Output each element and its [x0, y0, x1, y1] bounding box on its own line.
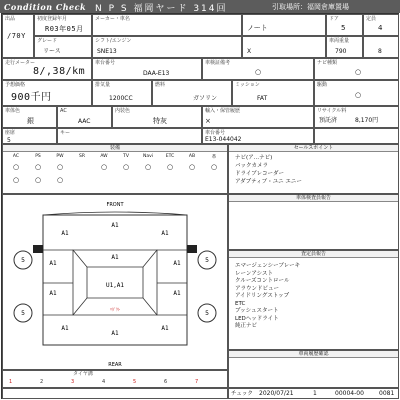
- condition-sheet: [1, 13, 399, 399]
- equipment-cell: ○: [100, 163, 108, 171]
- mission-label: ミッション: [235, 82, 260, 88]
- report-line: ETC: [235, 300, 246, 307]
- equipment-cell: ○: [56, 163, 64, 171]
- cert-value: ○: [255, 68, 262, 76]
- report-panel: [228, 250, 399, 350]
- keys-cell: [57, 128, 202, 144]
- equipment-cell: ○: [144, 163, 152, 171]
- price-value: 900千円: [11, 92, 52, 103]
- reg-value: R03年05月: [45, 25, 84, 33]
- engine-value: 1200CC: [109, 95, 133, 102]
- price-label: 予想価格: [5, 82, 26, 88]
- history-note-panel: [228, 350, 399, 388]
- equipment-title: 装備: [3, 145, 227, 152]
- engine-cell: [92, 80, 152, 106]
- maker-name-cell: [242, 14, 326, 36]
- damage-mark: A1: [61, 325, 69, 332]
- nav-value: ○: [355, 68, 362, 76]
- equipment-cell: ○: [188, 163, 196, 171]
- nav-label: ナビ種類: [317, 60, 338, 66]
- equipment-panel: [2, 144, 228, 194]
- interior-label: 内装色: [115, 108, 131, 114]
- damage-mark: A1: [111, 222, 119, 229]
- tire-grid-title: タイヤ溝: [73, 371, 93, 377]
- damage-mark: A1: [111, 254, 119, 261]
- selling-point-line: アダプティブ・ユニ エニー: [235, 179, 302, 185]
- recycle-cell: [314, 106, 399, 128]
- meter-label: 走行メーター: [5, 60, 36, 66]
- maker-label: メーカー・車名: [95, 16, 130, 22]
- doc-code: 0081: [379, 390, 395, 397]
- maker-cell: [92, 14, 242, 36]
- ac-cell: [57, 106, 112, 128]
- grade-value: X: [247, 48, 252, 55]
- keys-label: キー: [60, 130, 71, 136]
- report-line: LEDヘッドライト: [235, 315, 279, 322]
- drive-value: ○: [355, 91, 362, 99]
- axle-value: 8: [378, 48, 382, 55]
- color-value: 銀: [27, 117, 34, 125]
- report-line: 純正ナビ: [235, 323, 258, 329]
- model-value: DAA-E13: [143, 70, 170, 77]
- interior-cell: [112, 106, 202, 128]
- selling-points-panel: [228, 144, 399, 194]
- equipment-cell: AB: [188, 154, 196, 159]
- seats-value: 4: [378, 24, 383, 32]
- equipment-cell: PS: [35, 154, 41, 159]
- recycle-value: 預託済: [319, 117, 338, 124]
- tire-grid-cell: 1: [9, 379, 13, 385]
- inspector-note-title: 車体検査員報告: [229, 195, 398, 202]
- report-line: レーンアシスト: [235, 270, 274, 277]
- tire-grid-cell: 6: [164, 379, 168, 385]
- damage-mark: A1: [111, 330, 119, 337]
- rear-label: REAR: [108, 362, 122, 368]
- plate-cell: [202, 128, 314, 144]
- inspector-note-panel: [228, 194, 399, 250]
- tire-grid-cell: 2: [40, 379, 44, 385]
- selling-points-title: セールスポイント: [229, 145, 398, 152]
- equipment-cell: ○: [122, 163, 130, 171]
- tire-grid-cell: 3: [71, 379, 75, 385]
- report-line: プッシュスタート: [235, 308, 279, 314]
- seats-label: 定員: [366, 16, 377, 22]
- equipment-cell: ○: [34, 163, 42, 171]
- mission-value: FAT: [257, 95, 268, 102]
- type-value: SNE13: [97, 48, 117, 55]
- equipment-cell: ○: [166, 163, 174, 171]
- mirror-right: [187, 245, 197, 253]
- lot-label: 出品: [5, 16, 16, 22]
- damage-marks: [49, 222, 181, 337]
- ac-value: AAC: [78, 118, 91, 125]
- blank-cell: [314, 128, 399, 144]
- tire-rear-left-value: 5: [21, 310, 25, 317]
- fuel-value: ガソリン: [193, 95, 218, 102]
- equipment-cell: AW: [100, 154, 108, 159]
- color-label: 車体色: [5, 108, 21, 114]
- lot-value: /70Y: [7, 32, 26, 40]
- weight-label: 車両重量: [329, 38, 350, 44]
- damage-mark: A1: [61, 230, 69, 237]
- footer-left: [2, 388, 228, 399]
- maker-value: ノート: [247, 24, 268, 32]
- damage-mark: A1: [49, 290, 57, 297]
- equipment-cell: PW: [56, 154, 64, 159]
- recycle-label: リサイクル料: [317, 108, 347, 114]
- price-cell: [2, 80, 92, 106]
- equipment-cell: Navi: [142, 154, 154, 159]
- sheet-title: N P S 福岡ヤード 314回: [95, 4, 228, 14]
- fuel-cell: [152, 80, 232, 106]
- seat-value: 5: [7, 137, 11, 144]
- equipment-cell: ○: [12, 163, 20, 171]
- brand-title: Condition Check: [4, 2, 87, 12]
- equipment-cell: ○: [12, 176, 20, 184]
- axle-cell: [363, 36, 399, 58]
- doors-label: ドア: [329, 16, 339, 22]
- equipment-cell: 革: [211, 155, 217, 160]
- damage-diagram-panel: [2, 194, 228, 370]
- class-value: リース: [43, 48, 61, 55]
- reg-cell: [34, 14, 92, 36]
- tire-front-left-value: 5: [21, 257, 25, 264]
- selling-point-line: バックカメラ: [235, 163, 269, 169]
- damage-mark: A1: [161, 230, 169, 237]
- engine-label: 排気量: [95, 82, 111, 88]
- type-label: シフト/エンジン: [95, 38, 132, 44]
- damage-mark: A1: [161, 325, 169, 332]
- car-diagram: [3, 195, 227, 369]
- report-line: クルーズコントロール: [235, 278, 290, 284]
- damage-mark: A1: [49, 260, 57, 267]
- weight-cell: [326, 36, 363, 58]
- center-note: ﾘﾀﾞｸﾄ: [110, 307, 120, 312]
- color-cell: [2, 106, 57, 128]
- nav-cell: [314, 58, 399, 80]
- plate-value: E13-044042: [205, 136, 242, 143]
- report-line: エマージェンシーブレーキ: [235, 263, 301, 269]
- history-value: ×: [205, 117, 211, 125]
- doors-value: 5: [341, 24, 346, 32]
- damage-mark: A1: [173, 260, 181, 267]
- reg-label: 初度登録年月: [37, 16, 68, 22]
- drive-cell: [314, 80, 399, 106]
- pickup-location: 引取場所：福岡倉庫置場: [272, 3, 349, 11]
- tire-front-right-value: 5: [205, 257, 209, 264]
- selling-point-line: ナビ(ア…ナビ): [235, 155, 273, 161]
- class-cell: [34, 36, 92, 58]
- tire-grid-cell: 5: [133, 379, 137, 385]
- equipment-cell: ○: [210, 163, 218, 171]
- tire-rear-right-value: 5: [205, 310, 209, 317]
- weight-value: 790: [335, 48, 347, 55]
- meter-value: 8/,38/km: [33, 66, 86, 77]
- equipment-cell: AC: [12, 154, 20, 159]
- equipment-cell: SR: [79, 154, 85, 159]
- seat-cell: [2, 128, 57, 144]
- selling-point-line: ドライブレコーダー: [235, 171, 284, 177]
- report-line: アイドリングストップ: [235, 293, 290, 299]
- report-line: アラウンドビュー: [235, 285, 280, 292]
- history-note-title: 車両履歴確認: [229, 351, 398, 358]
- seat-label: 座席: [5, 130, 16, 136]
- damage-mark: U1,A1: [105, 282, 125, 289]
- sheet-header: [0, 0, 400, 13]
- seats-cell: [363, 14, 399, 36]
- tire-grid-panel: [2, 370, 228, 388]
- equipment-cell: TV: [123, 154, 129, 159]
- type-cell: [92, 36, 242, 58]
- doors-cell: [326, 14, 363, 36]
- chassis-label: 車台番号: [95, 60, 116, 66]
- plate-label: 車台番号: [205, 130, 226, 136]
- ac-label: AC: [60, 108, 67, 114]
- fuel-label: 燃料: [155, 82, 166, 88]
- tire-grid-cell: 4: [102, 379, 106, 385]
- footer-bar: [228, 388, 399, 399]
- history-label: 輸入・保管履歴: [205, 108, 241, 114]
- grade-label: グレード: [37, 38, 58, 44]
- check-no: 1: [313, 390, 317, 397]
- interior-value: 特灰: [153, 117, 167, 125]
- mirror-left: [33, 245, 43, 253]
- damage-mark: A1: [173, 290, 181, 297]
- grade-cell: [242, 36, 326, 58]
- recycle-amount: 8,170円: [355, 117, 379, 124]
- front-label: FRONT: [106, 202, 124, 208]
- chassis-cell: [92, 58, 202, 80]
- equipment-cell: ETC: [165, 154, 175, 159]
- check-date: 2020/07/21: [259, 390, 294, 397]
- check-label: チェック: [231, 391, 253, 397]
- tire-grid-cell: 7: [195, 379, 199, 385]
- equipment-cell: ○: [56, 176, 64, 184]
- history-cell: [202, 106, 314, 128]
- cert-cell: [202, 58, 314, 80]
- mission-cell: [232, 80, 314, 106]
- cert-label: 車検証備考: [205, 60, 231, 66]
- meter-cell: [2, 58, 92, 80]
- doc-no: 00004-00: [335, 390, 364, 397]
- report-title: 査定員報告: [229, 251, 398, 258]
- lot-cell: [2, 14, 34, 58]
- equipment-cell: ○: [34, 176, 42, 184]
- drive-label: 駆動: [317, 82, 328, 88]
